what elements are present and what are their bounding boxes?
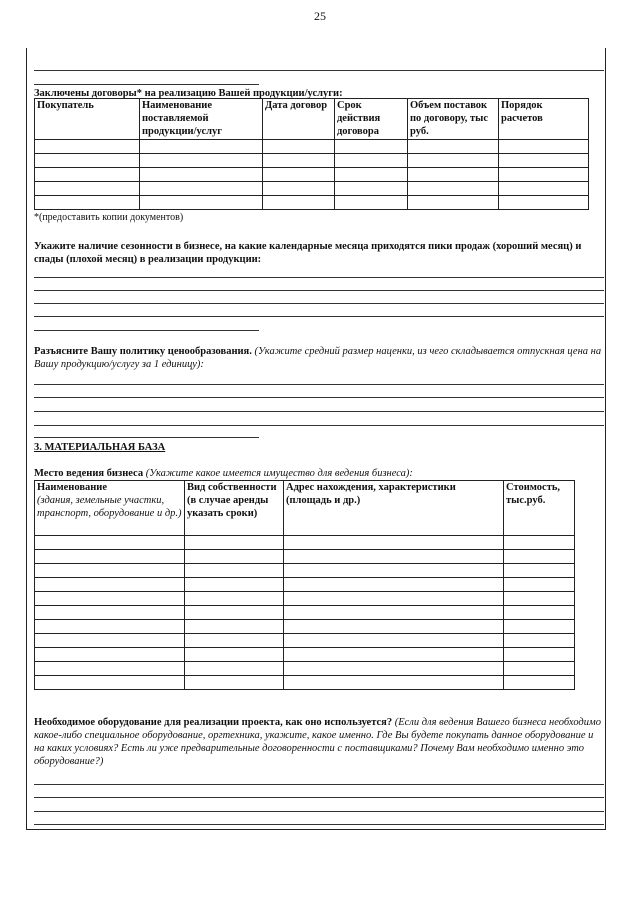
table-cell[interactable] [335, 168, 408, 182]
assets-header-name [35, 481, 185, 536]
table-cell[interactable] [504, 676, 575, 690]
fill-line [34, 84, 259, 85]
contracts-header-product: Наименование поставляемой продукции/услуг [140, 99, 263, 140]
assets-table [34, 480, 575, 690]
table-row [35, 620, 575, 634]
table-cell[interactable] [284, 634, 504, 648]
table-cell[interactable] [284, 662, 504, 676]
contracts-header-payment: Порядок расчетов [499, 99, 589, 140]
table-cell[interactable] [408, 140, 499, 154]
table-cell[interactable] [504, 578, 575, 592]
table-cell[interactable] [35, 550, 185, 564]
equipment-question-italic: (Если для ведения Вашего бизнеса необходимо какое-либо специальное оборудование, оргтехника, укажите, какое именно. Где Вы будете покупать данное оборудование и на каких условиях? Есть ли уже предварительные договоренности с поставщиками? Почему Вам необходимо именно это оборудование?) [34, 717, 601, 767]
table-row [35, 154, 589, 168]
table-cell[interactable] [185, 620, 284, 634]
contracts-header-buyer: Покупатель [35, 99, 140, 140]
table-cell[interactable] [284, 676, 504, 690]
table-cell[interactable] [335, 154, 408, 168]
table-row [35, 182, 589, 196]
answer-line[interactable] [34, 824, 604, 825]
table-cell[interactable] [335, 140, 408, 154]
table-cell[interactable] [185, 550, 284, 564]
assets-header-ownership: Вид собственности (в случае аренды указать сроки) [185, 481, 284, 536]
answer-line[interactable] [34, 397, 604, 398]
table-cell[interactable] [263, 196, 335, 210]
page-number: 25 [314, 9, 326, 23]
table-cell[interactable] [335, 196, 408, 210]
business-place-question [34, 467, 604, 480]
table-cell[interactable] [504, 606, 575, 620]
table-cell[interactable] [35, 634, 185, 648]
table-cell[interactable] [185, 564, 284, 578]
table-cell[interactable] [185, 676, 284, 690]
table-cell[interactable] [284, 550, 504, 564]
page-frame [26, 48, 606, 830]
table-cell[interactable] [185, 648, 284, 662]
table-cell[interactable] [408, 196, 499, 210]
table-row [35, 564, 575, 578]
table-cell[interactable] [335, 182, 408, 196]
table-cell[interactable] [504, 550, 575, 564]
table-cell[interactable] [140, 196, 263, 210]
table-cell[interactable] [35, 592, 185, 606]
table-cell[interactable] [504, 592, 575, 606]
table-cell[interactable] [35, 196, 140, 210]
table-cell[interactable] [408, 168, 499, 182]
table-cell[interactable] [499, 140, 589, 154]
answer-line[interactable] [34, 316, 604, 317]
answer-line[interactable] [34, 330, 259, 331]
table-cell[interactable] [35, 154, 140, 168]
table-cell[interactable] [185, 578, 284, 592]
table-cell[interactable] [504, 648, 575, 662]
pricing-question [34, 345, 604, 371]
answer-line[interactable] [34, 277, 604, 278]
table-cell[interactable] [284, 536, 504, 550]
table-cell[interactable] [408, 182, 499, 196]
table-cell[interactable] [185, 634, 284, 648]
table-row [35, 648, 575, 662]
table-cell[interactable] [35, 536, 185, 550]
table-row [35, 536, 575, 550]
table-cell[interactable] [504, 620, 575, 634]
table-cell[interactable] [284, 578, 504, 592]
table-row [35, 140, 589, 154]
answer-line[interactable] [34, 411, 604, 412]
answer-line[interactable] [34, 425, 604, 426]
contracts-header-volume: Объем поставок по договору, тыс руб. [408, 99, 499, 140]
table-cell[interactable] [140, 154, 263, 168]
table-cell[interactable] [140, 140, 263, 154]
answer-line[interactable] [34, 384, 604, 385]
table-cell[interactable] [499, 196, 589, 210]
table-cell[interactable] [504, 536, 575, 550]
table-cell[interactable] [499, 154, 589, 168]
table-cell[interactable] [263, 140, 335, 154]
table-cell[interactable] [35, 662, 185, 676]
table-cell[interactable] [284, 564, 504, 578]
table-cell[interactable] [263, 182, 335, 196]
table-cell[interactable] [499, 182, 589, 196]
table-cell[interactable] [263, 154, 335, 168]
answer-line[interactable] [34, 784, 604, 785]
contracts-footnote: *(предоставить копии документов) [34, 212, 184, 223]
table-cell[interactable] [263, 168, 335, 182]
table-cell[interactable] [140, 182, 263, 196]
answer-line[interactable] [34, 811, 604, 812]
table-row [35, 168, 589, 182]
seasonality-question: Укажите наличие сезонности в бизнесе, на какие календарные месяца приходятся пики продаж (хороший месяц) и спады (плохой месяц) в реализации продукции: [34, 241, 582, 265]
business-place-italic: (Укажите какое имеется имущество для ведения бизнеса): [145, 468, 413, 479]
business-place-bold: Место ведения бизнеса [34, 468, 144, 479]
table-row [35, 606, 575, 620]
assets-header-address: Адрес нахождения, характеристики (площадь и др.) [284, 481, 504, 536]
table-row [35, 676, 575, 690]
contracts-table [34, 98, 589, 210]
contracts-header-term: Срок действия договора [335, 99, 408, 140]
table-cell[interactable] [284, 620, 504, 634]
table-row [35, 662, 575, 676]
table-row [35, 550, 575, 564]
table-cell[interactable] [35, 578, 185, 592]
assets-header-name-title: Наименование [37, 482, 107, 493]
table-row [35, 578, 575, 592]
table-row [35, 592, 575, 606]
table-cell[interactable] [504, 564, 575, 578]
fill-line [34, 70, 604, 71]
table-cell[interactable] [504, 634, 575, 648]
table-cell[interactable] [35, 648, 185, 662]
table-cell[interactable] [504, 662, 575, 676]
table-cell[interactable] [284, 592, 504, 606]
table-row [35, 634, 575, 648]
equipment-question-bold: Необходимое оборудование для реализации проекта, как оно используется? [34, 717, 393, 728]
table-cell[interactable] [140, 168, 263, 182]
table-cell[interactable] [284, 606, 504, 620]
contracts-header-date: Дата договор [263, 99, 335, 140]
table-cell[interactable] [284, 648, 504, 662]
table-cell[interactable] [499, 168, 589, 182]
table-cell[interactable] [35, 564, 185, 578]
assets-header-cost: Стоимость, тыс.руб. [504, 481, 575, 536]
table-cell[interactable] [185, 592, 284, 606]
assets-header-name-note: (здания, земельные участки, транспорт, оборудование и др.) [37, 495, 182, 519]
answer-line[interactable] [34, 303, 604, 304]
pricing-question-bold: Разъясните Вашу политику ценообразования. [34, 346, 252, 357]
table-cell[interactable] [35, 168, 140, 182]
table-cell[interactable] [185, 606, 284, 620]
table-cell[interactable] [35, 620, 185, 634]
table-cell[interactable] [35, 140, 140, 154]
table-cell[interactable] [35, 182, 140, 196]
answer-line[interactable] [34, 437, 259, 438]
answer-line[interactable] [34, 290, 604, 291]
table-cell[interactable] [408, 154, 499, 168]
pricing-question-italic: (Укажите средний размер наценки, из чего складывается отпускная цена на Вашу продукцию/услугу за 1 единицу): [34, 346, 602, 370]
equipment-question [34, 716, 604, 768]
table-cell[interactable] [185, 662, 284, 676]
contracts-title: Заключены договоры* на реализацию Вашей продукции/услуги: [34, 88, 343, 99]
table-cell[interactable] [35, 676, 185, 690]
answer-line[interactable] [34, 797, 604, 798]
table-cell[interactable] [185, 536, 284, 550]
table-row [35, 196, 589, 210]
section3-title: 3. МАТЕРИАЛЬНАЯ БАЗА [34, 442, 166, 453]
table-cell[interactable] [35, 606, 185, 620]
